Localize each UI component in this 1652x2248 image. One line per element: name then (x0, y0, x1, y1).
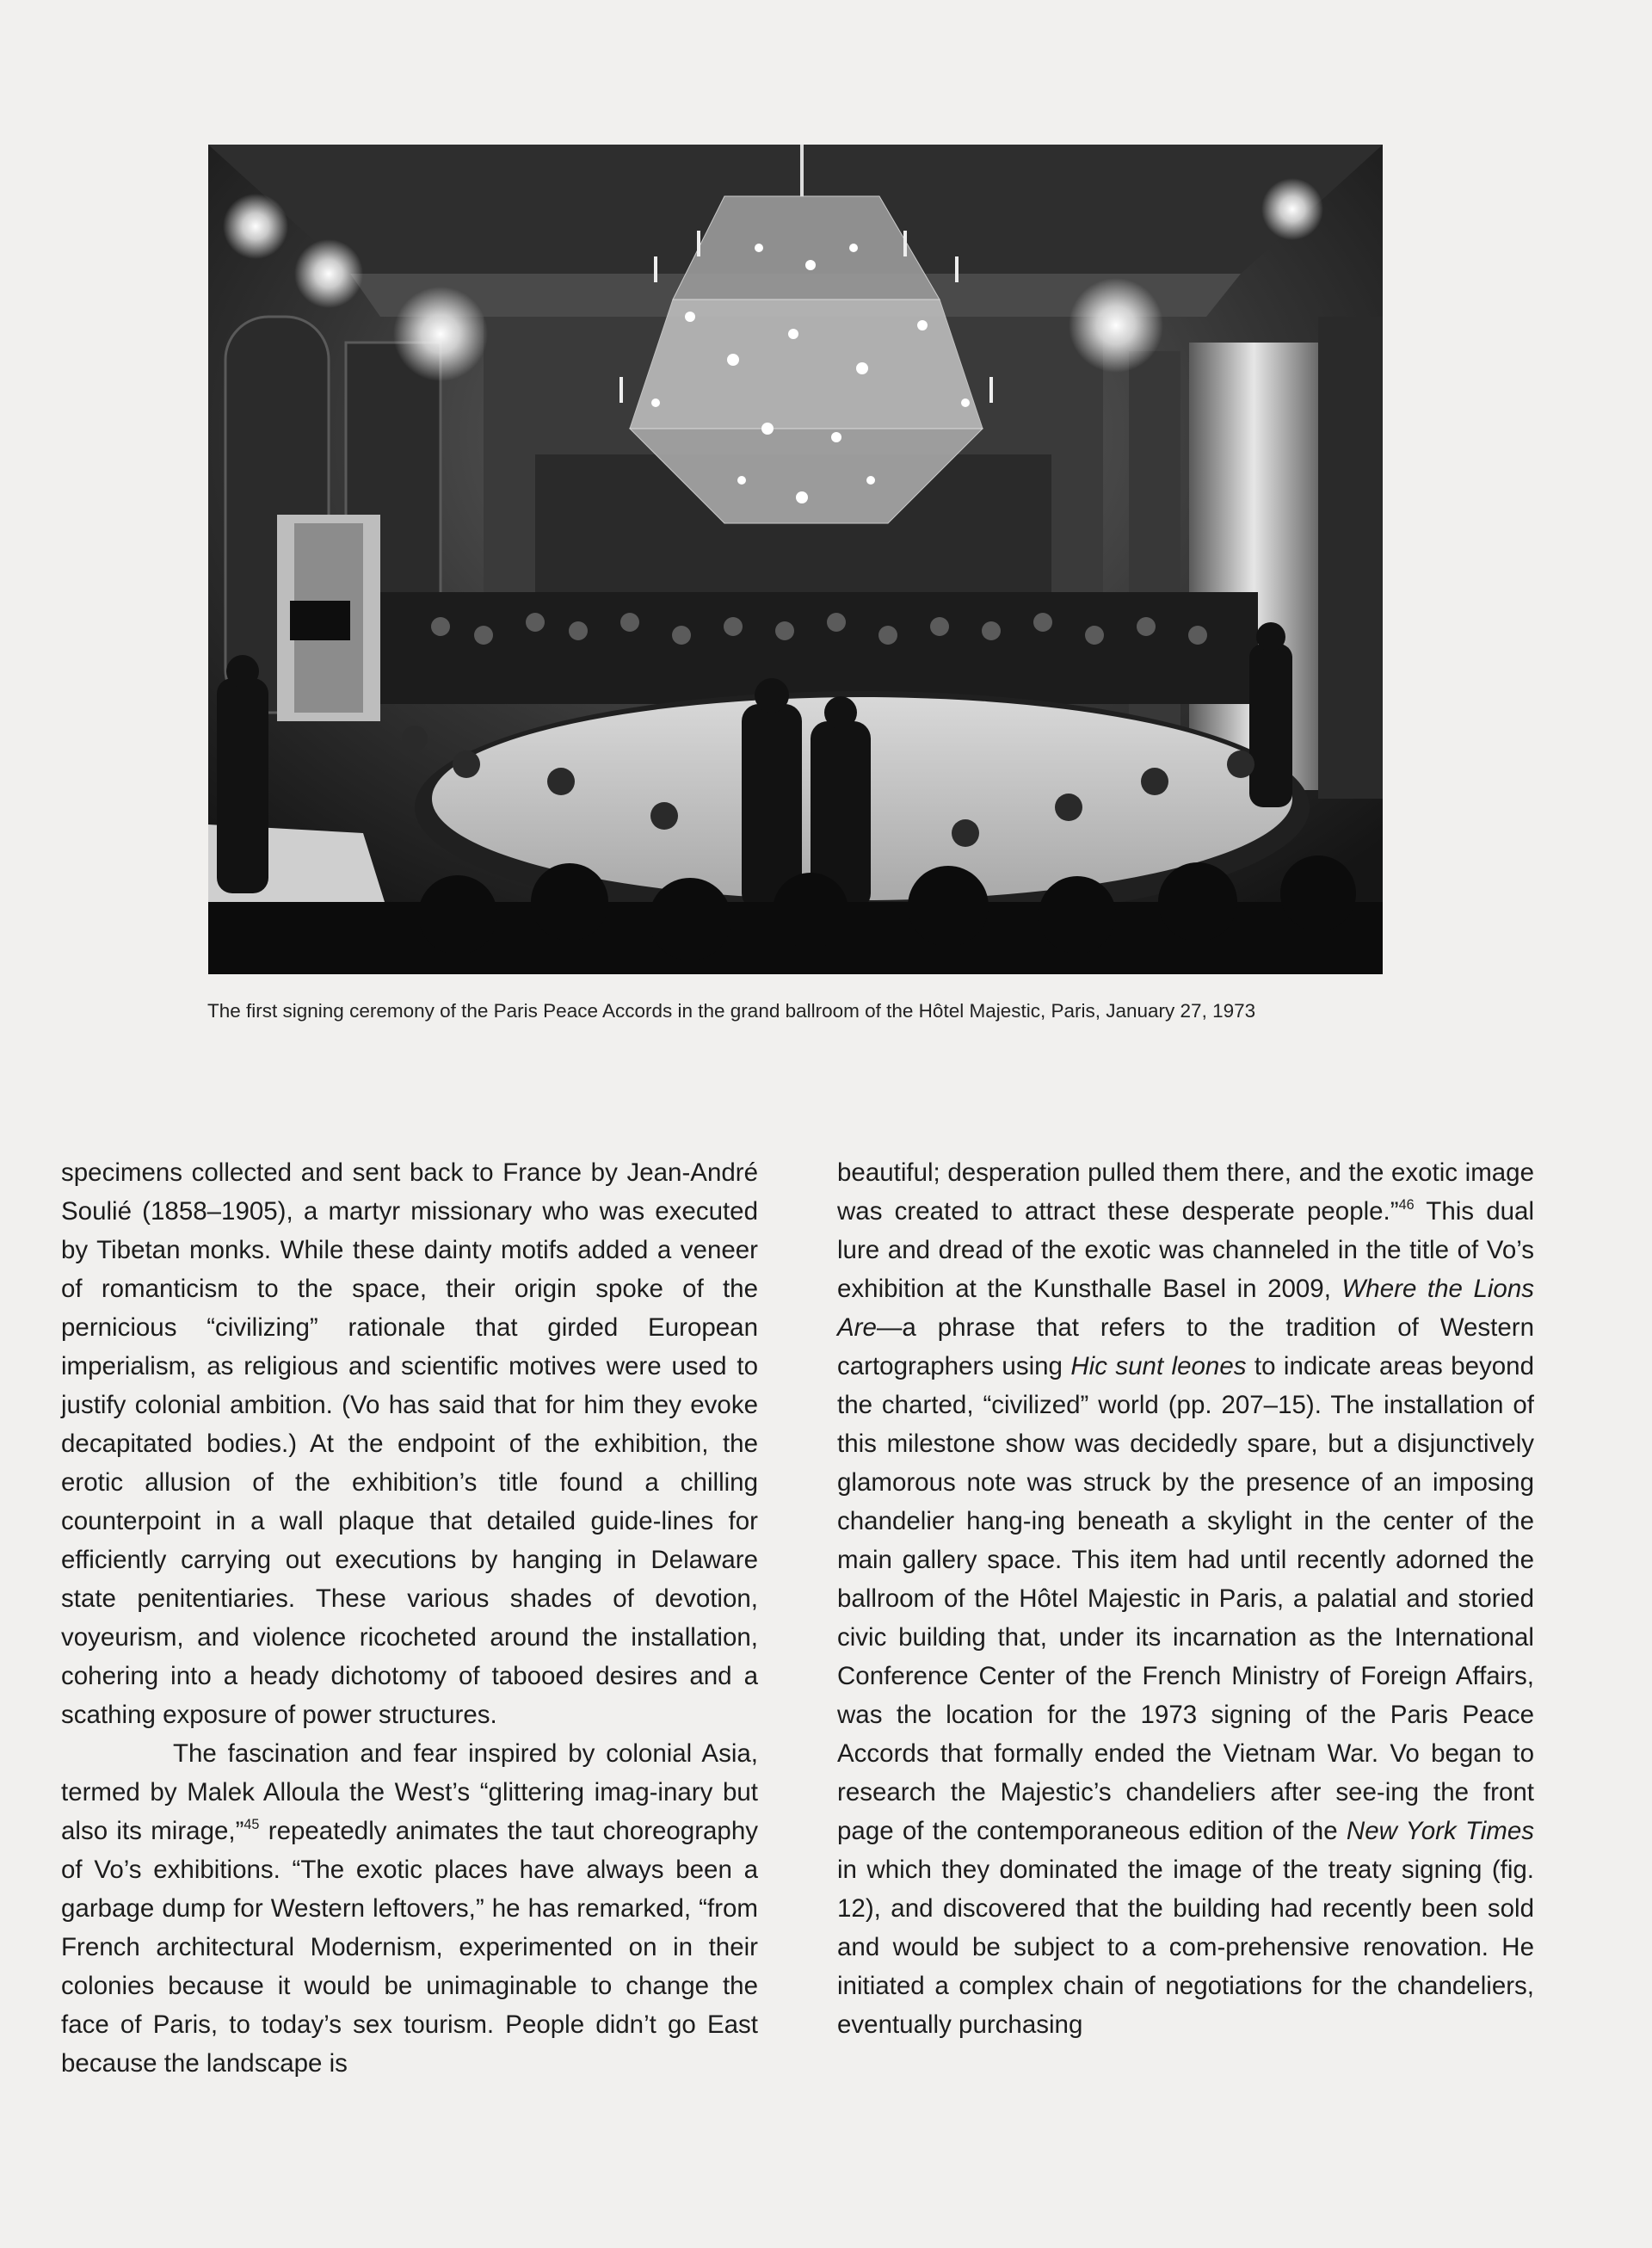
text-run: The fascination and fear inspired by colonial Asia, termed by Malek Alloula the West’s “glittering imag-inary but also its mirage,” (61, 1739, 758, 1845)
text-run: in which they dominated the image of the treaty signing (fig. 12), and discovered that the building had recently been sold and would be subject to a com-prehensive renovation. He initiated a complex chain of negotiations for the chandeliers, eventually purchasing (837, 1856, 1534, 2039)
figure-caption: The first signing ceremony of the Paris Peace Accords in the grand ballroom of the Hôtel Majestic, Paris, January 27, 1973 (207, 1000, 1256, 1022)
latin-phrase: Hic sunt leones (1070, 1352, 1247, 1380)
footnote-ref[interactable]: 45 (243, 1816, 260, 1832)
paragraph: specimens collected and sent back to France by Jean-André Soulié (1858–1905), a martyr missionary who was executed by Tibetan monks. While these dainty motifs added a veneer of romanticism to the space, their origin spoke of the pernicious “civilizing” rationale that girded European imperialism, as religious and scientific motives were used to justify colonial ambition. (Vo has said that for him they evoke decapitated bodies.) At the endpoint of the exhibition, the erotic allusion of the exhibition’s title found a chilling counterpoint in a wall plaque that detailed guide-lines for efficiently carrying out executions by hanging in Delaware state penitentiaries. These various shades of devotion, voyeurism, and violence ricocheted around the installation, cohering into a heady dichotomy of tabooed desires and a scathing exposure of power structures. (61, 1158, 758, 1729)
text-run: This dual lure and dread of the exotic was channeled in the title of Vo’s exhibition at the Kunsthalle Basel in 2009, (837, 1197, 1534, 1303)
footnote-ref[interactable]: 46 (1398, 1196, 1415, 1213)
paragraph (837, 1153, 1534, 2044)
paragraph (61, 1734, 758, 2083)
left-column (61, 1153, 758, 2083)
exhibition-title: Where the Lions Are (837, 1275, 1534, 1342)
text-run: repeatedly animates the taut choreography of Vo’s exhibitions. “The exotic places have always been a garbage dump for Western leftovers,” he has remarked, “from French architectural Modernism, experimented on in their colonies because it would be unimaginable to change the face of Paris, to today’s sex tourism. People didn’t go East because the landscape is (61, 1817, 759, 2078)
right-column (837, 1153, 1534, 2044)
text-run: to indicate areas beyond the charted, “civilized” world (pp. 207–15). The installation of this milestone show was decidedly spare, but a disjunctively glamorous note was struck by the presence of an imposing chandelier hang-ing beneath a skylight in the center of the main gallery space. This item had until recently adorned the ballroom of the Hôtel Majestic in Paris, a palatial and storied civic building that, under its incarnation as the International Conference Center of the French Ministry of Foreign Affairs, was the location for the 1973 signing of the Paris Peace Accords that formally ended the Vietnam War. Vo began to research the Majestic’s chandeliers after see-ing the front page of the contemporaneous edition of the (837, 1352, 1534, 1845)
text-run: beautiful; desperation pulled them there, and the exotic image was created to attract these desperate people.” (837, 1158, 1534, 1226)
text-run: —a phrase that refers to the tradition of Western cartographers using (837, 1313, 1534, 1380)
newspaper-title: New York Times (1346, 1817, 1535, 1845)
ballroom-photograph (208, 145, 1383, 974)
